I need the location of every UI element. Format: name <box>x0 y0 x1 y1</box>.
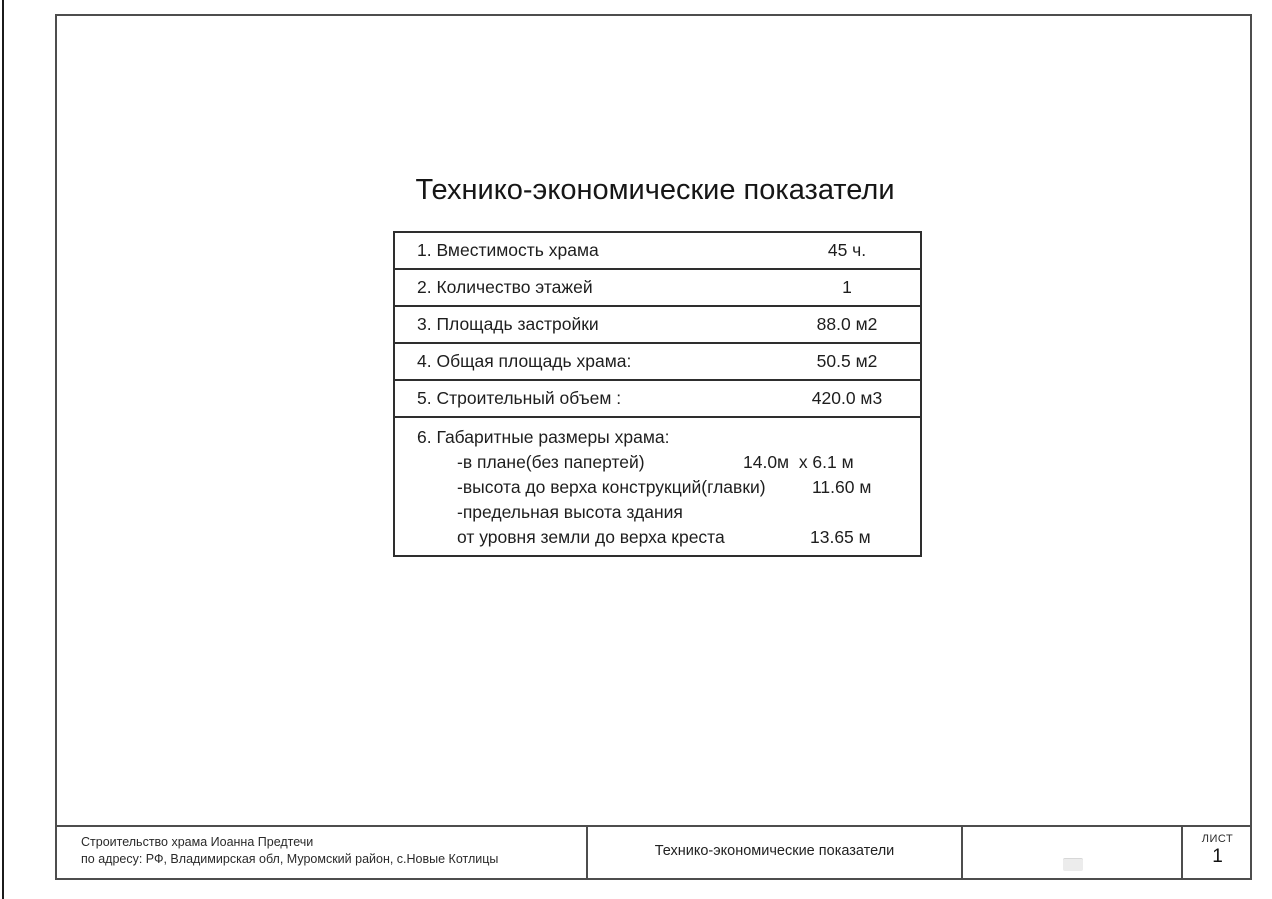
screen-left-edge <box>2 0 4 899</box>
row-value: 1 <box>842 277 852 297</box>
row-value: 420.0 м3 <box>811 388 883 408</box>
project-name: Строительство храма Иоанна Предтечи <box>81 835 314 849</box>
dimension-line-limit-2 <box>395 525 920 550</box>
dim-label: от уровня земли до верха креста <box>457 527 725 547</box>
row-label: 5. Строительный объем : <box>417 388 622 408</box>
page-title: Технико-экономические показатели <box>415 174 895 206</box>
dim-label: -предельная высота здания <box>457 502 683 522</box>
titleblock-footer <box>55 825 1252 880</box>
titleblock-stamp-cell <box>963 827 1183 880</box>
table-row-dimensions <box>395 418 920 551</box>
dimension-line-height <box>395 475 920 500</box>
stamp-mark <box>1063 858 1083 871</box>
row-value: 88.0 м2 <box>816 314 878 334</box>
table-row <box>395 270 920 307</box>
table-row <box>395 381 920 418</box>
row-label: 3. Площадь застройки <box>417 314 599 334</box>
row-value: 50.5 м2 <box>816 351 878 371</box>
row-label: 2. Количество этажей <box>417 277 593 297</box>
sheet-number: 1 <box>1212 846 1223 867</box>
row-label: 1. Вместимость храма <box>417 240 599 260</box>
dim-label: -высота до верха конструкций(главки) <box>457 477 766 497</box>
table-row <box>395 233 920 270</box>
dimension-line-plan <box>395 450 920 475</box>
titleblock-project-cell <box>55 827 588 880</box>
project-address: по адресу: РФ, Владимирская обл, Муромский район, с.Новые Котлицы <box>81 851 499 866</box>
table-row <box>395 344 920 381</box>
row-label: 4. Общая площадь храма: <box>417 351 632 371</box>
dimension-line-limit-1 <box>395 500 920 525</box>
dim-label: -в плане(без папертей) <box>457 452 645 472</box>
dimensions-heading: 6. Габаритные размеры храма: <box>417 427 670 447</box>
sheet-title: Технико-экономические показатели <box>654 842 895 859</box>
dim-value: 13.65 м <box>810 527 871 547</box>
row-value: 45 ч. <box>827 240 867 260</box>
table-row <box>395 307 920 344</box>
sheet-label: ЛИСТ <box>1201 833 1234 845</box>
titleblock-sheet-title-cell <box>588 827 963 880</box>
dim-value: 11.60 м <box>812 477 872 497</box>
dim-value: 14.0м х 6.1 м <box>743 452 854 472</box>
indicators-table <box>393 231 922 557</box>
titleblock-sheet-number-cell <box>1183 827 1252 880</box>
